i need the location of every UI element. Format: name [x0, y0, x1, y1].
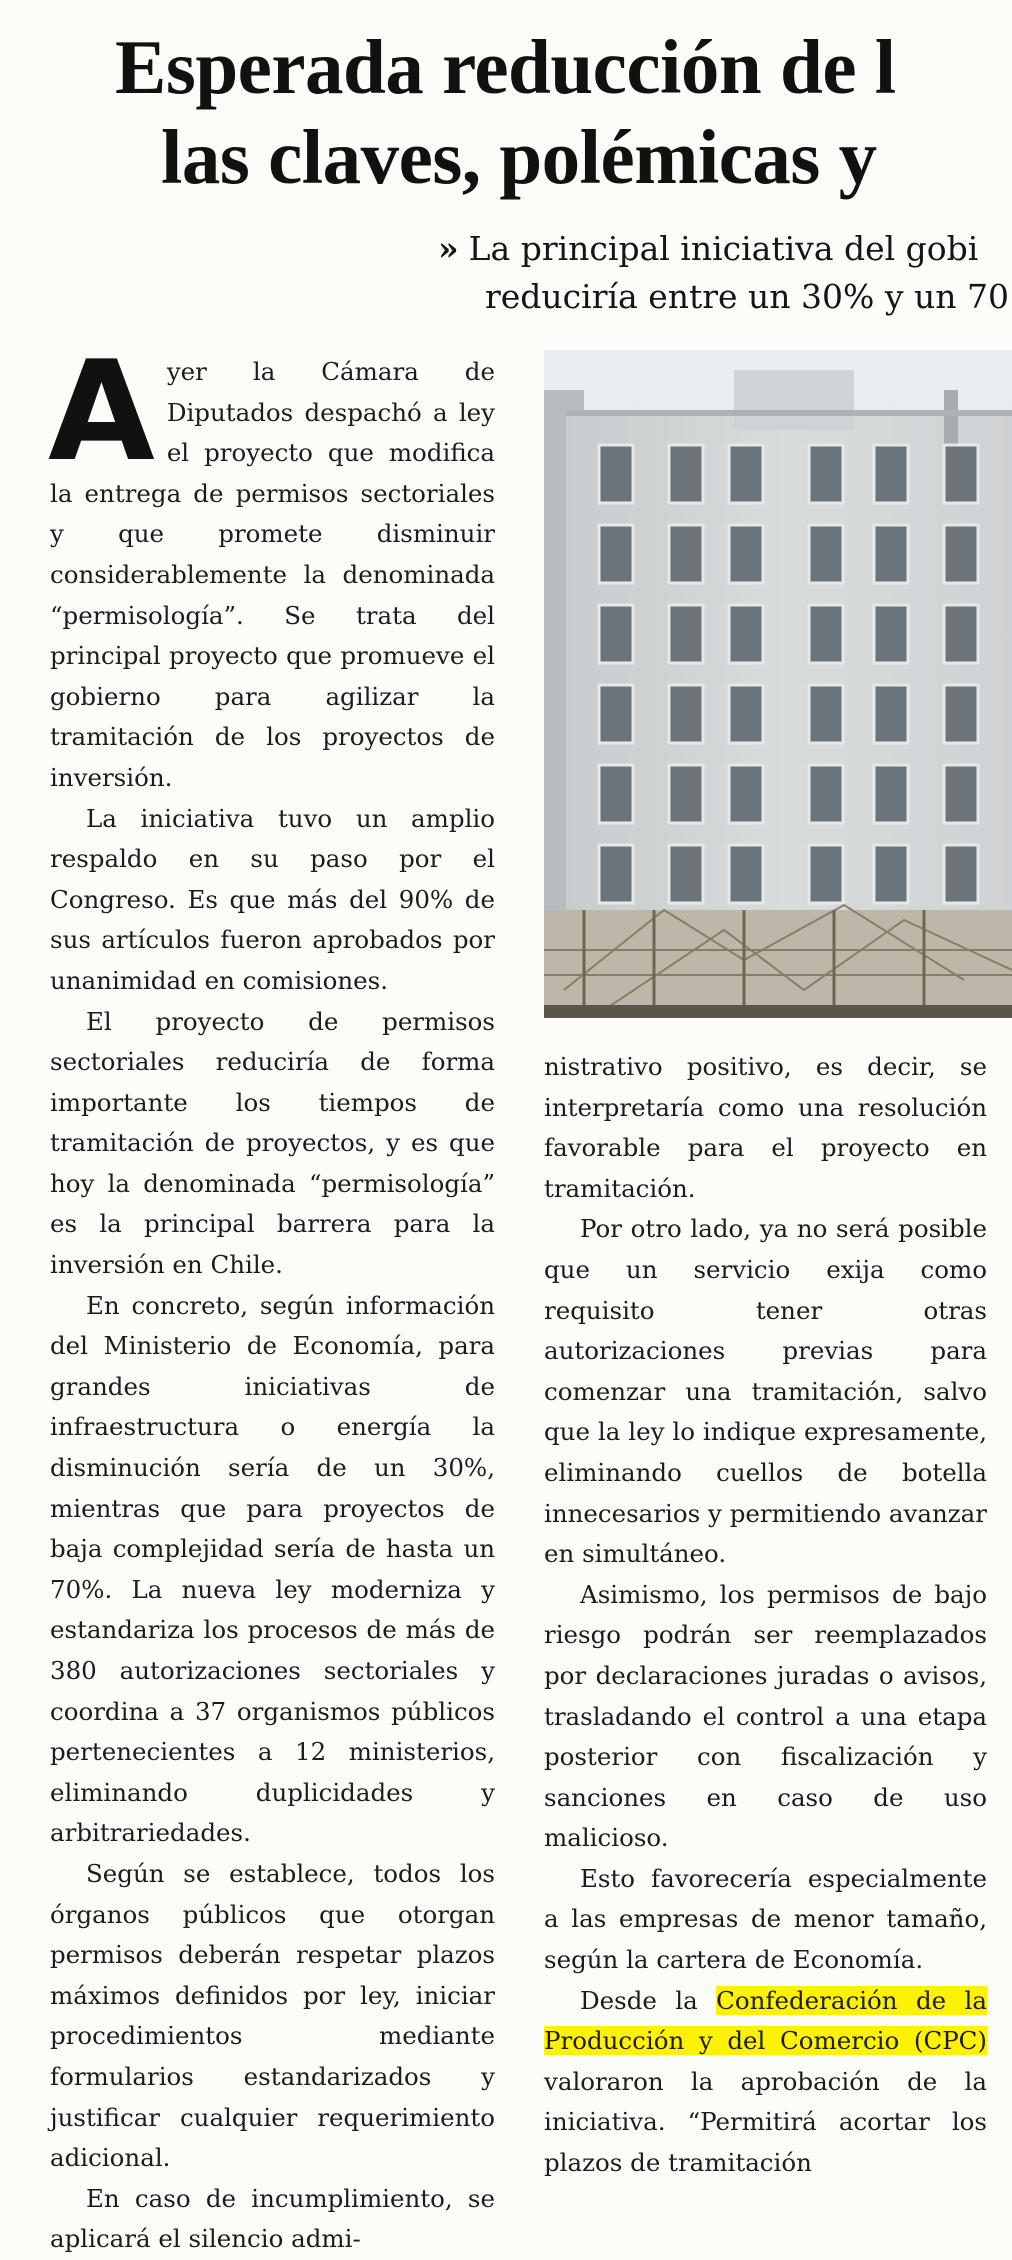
article-photo	[544, 350, 1012, 1018]
paragraph: yer la Cámara de Diputados despachó a ley el proyecto que modifica la entrega de permisos sectoriales y que promete disminuir considerablemente la denominada “permisología”. Se trata del principal proyecto que promueve el gobierno para agilizar la tramitación de los proyectos de inversión.	[50, 357, 495, 792]
building-window	[944, 445, 978, 503]
building-window	[599, 605, 633, 663]
building-window	[809, 685, 843, 743]
building-window	[729, 525, 763, 583]
headline-line-1: Esperada reducción de l	[115, 24, 896, 110]
building-window	[874, 605, 908, 663]
building-window	[809, 525, 843, 583]
building-window	[669, 525, 703, 583]
paragraph: Por otro lado, ya no será posible que un servicio exija como requisito tener otras autorizaciones previas para comenzar una tramitación, salvo que la ley lo indique expresamente, eliminando cuellos de botella innecesarios y permitiendo avanzar en simultáneo.	[544, 1214, 987, 1569]
building-window	[669, 685, 703, 743]
building-window	[874, 685, 908, 743]
article-column-right	[544, 1047, 987, 2184]
building-window	[874, 525, 908, 583]
building-window	[809, 445, 843, 503]
building-window	[809, 845, 843, 903]
building-window	[944, 845, 978, 903]
deck-line-1: La principal iniciativa del gobi	[468, 229, 979, 268]
building-window	[729, 605, 763, 663]
headline-line-2: las claves, polémicas y	[161, 114, 877, 200]
paragraph-text: Desde la	[580, 1985, 717, 2015]
building-window	[599, 765, 633, 823]
building-window	[729, 845, 763, 903]
building-window	[944, 525, 978, 583]
paragraph: En concreto, según información del Ministerio de Economía, para grandes iniciativas de infraestructura o energía la disminución sería de un 30%, mientras que para proyectos de baja complejidad sería de hasta un 70%. La nueva ley moderniza y estandariza los procesos de más de 380 autorizaciones sectoriales y coordina a 37 organismos públicos pertenecientes a 12 ministerios, eliminando duplicidades y arbitrariedades.	[50, 1290, 495, 1848]
building-window	[874, 845, 908, 903]
building-window	[599, 845, 633, 903]
paragraph: La iniciativa tuvo un amplio respaldo en su paso por el Congreso. Es que más del 90% de sus artículos fueron aprobados por unanimidad en comisiones.	[50, 803, 495, 995]
building-window	[944, 605, 978, 663]
deck	[438, 225, 1012, 321]
building-photo-illustration	[544, 350, 1012, 1018]
paragraph: Según se establece, todos los órganos públicos que otorgan permisos deberán respetar plazos máximos definidos por ley, iniciar procedimientos mediante formularios estandarizados y justificar cualquier requerimiento adicional.	[50, 1858, 495, 2173]
building-window	[599, 685, 633, 743]
building-window	[669, 845, 703, 903]
paragraph-cpc	[544, 1981, 987, 2184]
building-window	[809, 605, 843, 663]
highlighted-text: Confederación de la Producción y del Comercio (CPC)	[544, 1985, 987, 2056]
building-window	[599, 525, 633, 583]
building-window	[729, 685, 763, 743]
paragraph: En caso de incumplimiento, se aplicará el silencio admi-	[50, 2183, 495, 2254]
paragraph-text: valoraron la aprobación de la iniciativa. “Permitirá acortar los plazos de tramitación	[544, 2066, 987, 2178]
building-window	[944, 765, 978, 823]
building-window	[669, 605, 703, 663]
building-window	[944, 685, 978, 743]
building-window	[729, 765, 763, 823]
building-window	[669, 445, 703, 503]
building-window	[599, 445, 633, 503]
paragraph: El proyecto de permisos sectoriales reduciría de forma importante los tiempos de tramitación de proyectos, y es que hoy la denominada “permisología” es la principal barrera para la inversión en Chile.	[50, 1006, 495, 1280]
paragraph: Asimismo, los permisos de bajo riesgo podrán ser reemplazados por declaraciones juradas o avisos, trasladando el control a una etapa posterior con fiscalización y sanciones en caso de uso malicioso.	[544, 1579, 987, 1853]
building-window	[669, 765, 703, 823]
drop-cap: A	[48, 331, 155, 492]
building-window	[729, 445, 763, 503]
building-window	[809, 765, 843, 823]
building-window	[874, 765, 908, 823]
chevron-icon: »	[438, 229, 459, 268]
paragraph: nistrativo positivo, es decir, se interpretaría como una resolución favorable para el proyecto en tramitación.	[544, 1052, 987, 1203]
deck-line-2: reduciría entre un 30% y un 70	[485, 277, 1010, 316]
article-column-left	[48, 331, 495, 2260]
headline	[115, 22, 1012, 202]
building-window	[874, 445, 908, 503]
paragraph: Esto favorecería especialmente a las empresas de menor tamaño, según la cartera de Economía.	[544, 1863, 987, 1975]
